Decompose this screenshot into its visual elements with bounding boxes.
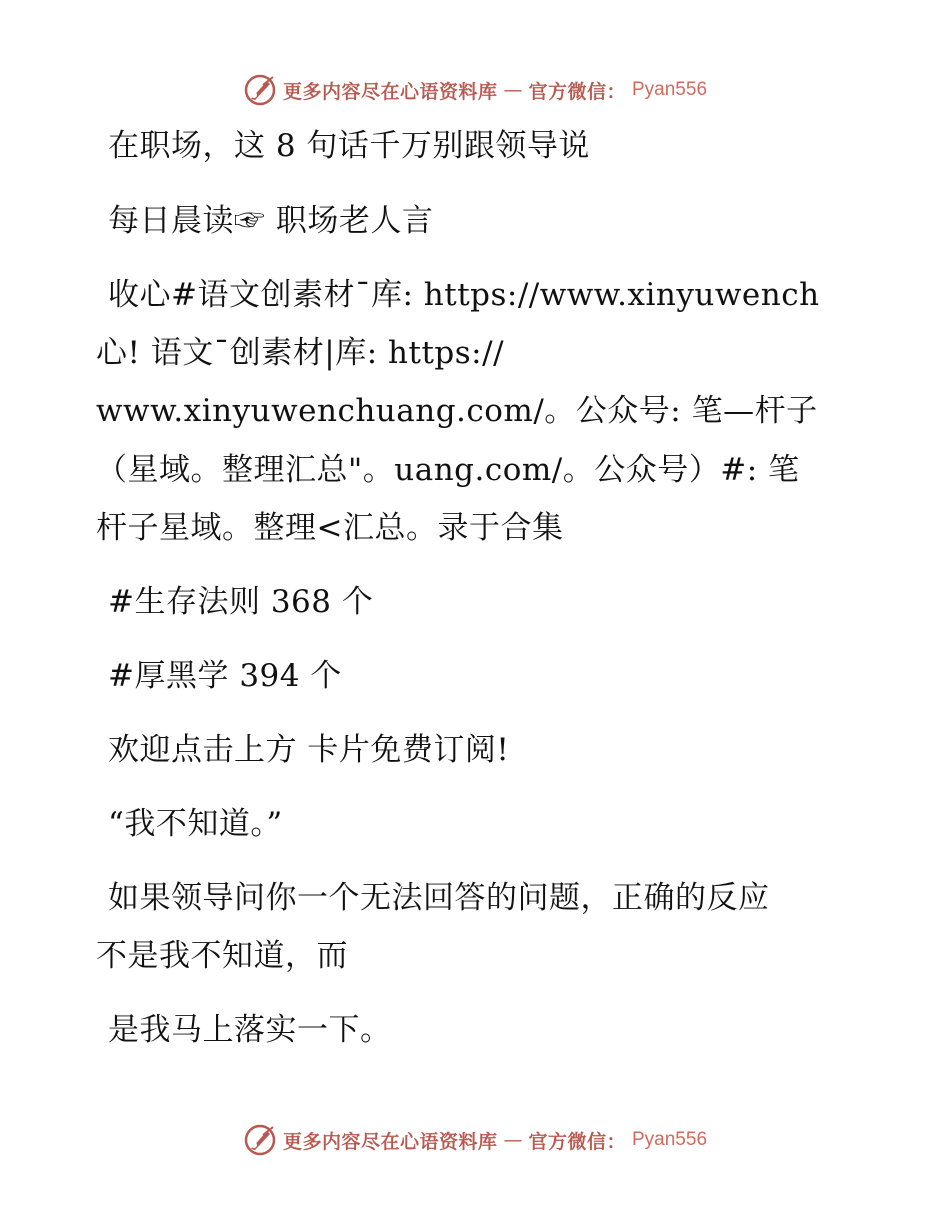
watermark-wechat-id: Pyan556	[632, 79, 708, 100]
hashtag-collection: #生存法则 368 个	[108, 584, 374, 620]
paragraph-line: 如果领导问你一个无法回答的问题，正确的反应	[108, 880, 770, 916]
paragraph-line: 收心#语文创素材¯库: https://www.xinyuwench	[108, 277, 820, 313]
paragraph-line: www.xinyuwenchuang.com/。公众号: 笔—杆子	[96, 393, 818, 429]
header-watermark	[0, 70, 950, 110]
document-subtitle: 每日晨读☞ 职场老人言	[108, 203, 434, 239]
paragraph-line: 是我马上落实一下。	[108, 1012, 392, 1048]
watermark-wechat-label: 官方微信：	[528, 1130, 626, 1153]
watermark-brand: 更多内容尽在心语资料库	[282, 1130, 498, 1153]
watermark-brand: 更多内容尽在心语资料库	[282, 80, 498, 103]
section-quote: “我不知道。”	[108, 806, 283, 842]
watermark-wechat-id: Pyan556	[632, 1129, 708, 1150]
footer-watermark	[0, 1120, 950, 1160]
paragraph-line: 心! 语文¯创素材|库: https://	[96, 335, 505, 371]
hashtag-collection: #厚黑学 394 个	[108, 658, 342, 694]
document-title: 在职场，这 8 句话千万别跟领导说	[108, 128, 590, 164]
paragraph-line: 杆子星域。整理<汇总。录于合集	[96, 510, 564, 546]
paragraph-line: （星域。整理汇总"。uang.com/。公众号）#: 笔	[96, 452, 800, 488]
subscribe-prompt: 欢迎点击上方 卡片免费订阅!	[108, 732, 510, 768]
watermark-separator: —	[503, 79, 523, 101]
quill-pen-seal-icon	[243, 1123, 277, 1157]
watermark-separator: —	[503, 1129, 523, 1151]
paragraph-line: 不是我不知道，而	[96, 938, 348, 974]
watermark-wechat-label: 官方微信：	[528, 80, 626, 103]
quill-pen-seal-icon	[243, 73, 277, 107]
